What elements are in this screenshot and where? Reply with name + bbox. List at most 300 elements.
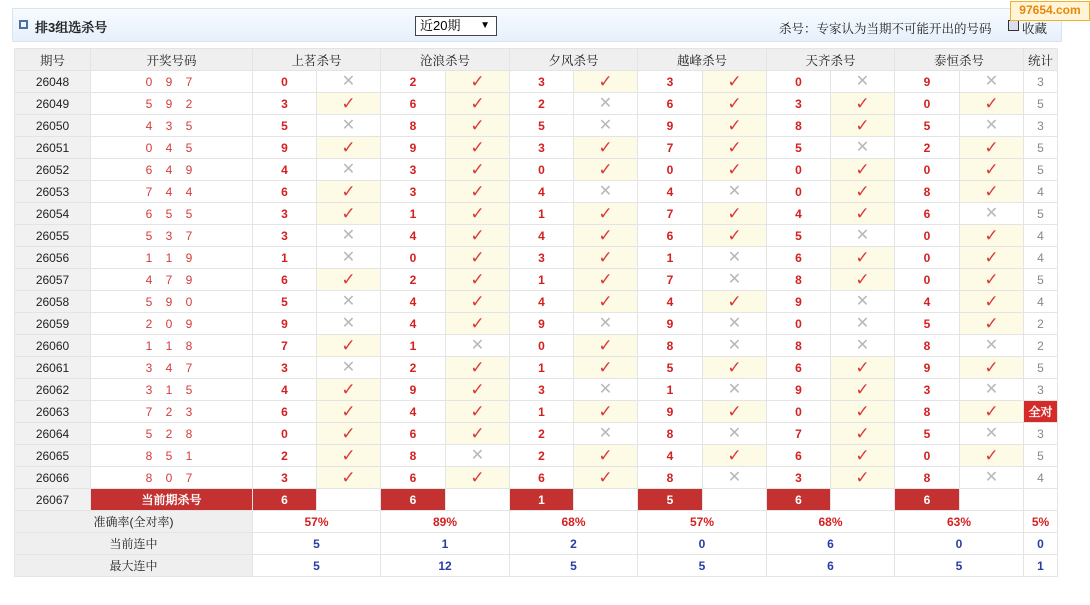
- hit-check-icon: ✓: [446, 247, 510, 269]
- issue-number: 26049: [15, 93, 91, 115]
- kill-number: 9: [767, 291, 831, 313]
- miss-cross-icon: ✕: [574, 423, 638, 445]
- miss-cross-icon: ✕: [831, 71, 895, 93]
- kill-number: 2: [510, 445, 574, 467]
- miss-cross-icon: ✕: [960, 423, 1024, 445]
- table-row: [15, 225, 1058, 247]
- kill-number: 9: [510, 313, 574, 335]
- hit-check-icon: ✓: [831, 467, 895, 489]
- kill-number: 4: [381, 225, 446, 247]
- hit-check-icon: ✓: [703, 93, 767, 115]
- hit-check-icon: ✓: [446, 291, 510, 313]
- hit-check-icon: ✓: [317, 93, 381, 115]
- table-row: [15, 203, 1058, 225]
- miss-cross-icon: ✕: [703, 423, 767, 445]
- draw-number: 8 5 1: [91, 445, 253, 467]
- issue-number: 26051: [15, 137, 91, 159]
- kill-number: 8: [767, 335, 831, 357]
- kill-number: 9: [767, 379, 831, 401]
- stat-count: 3: [1024, 423, 1058, 445]
- all-correct-badge: 全对: [1024, 401, 1058, 423]
- kill-number: 2: [381, 71, 446, 93]
- kill-number: 5: [767, 225, 831, 247]
- hit-check-icon: ✓: [960, 225, 1024, 247]
- issue-number: 26063: [15, 401, 91, 423]
- draw-number: 0 9 7: [91, 71, 253, 93]
- miss-cross-icon: ✕: [574, 313, 638, 335]
- hit-check-icon: ✓: [317, 445, 381, 467]
- kill-number: 9: [638, 313, 703, 335]
- kill-number: 4: [510, 291, 574, 313]
- kill-number: 5: [638, 357, 703, 379]
- hit-check-icon: ✓: [703, 291, 767, 313]
- max-streak-value: 5: [638, 555, 767, 577]
- current-streak-value: 6: [767, 533, 895, 555]
- issue-number: 26064: [15, 423, 91, 445]
- issue-column-header: 期号: [15, 49, 91, 71]
- hit-check-icon: ✓: [831, 423, 895, 445]
- max-streak-value: 12: [381, 555, 510, 577]
- kill-number: 6: [253, 401, 317, 423]
- miss-cross-icon: ✕: [703, 313, 767, 335]
- hit-check-icon: ✓: [831, 379, 895, 401]
- draw-number: 6 4 9: [91, 159, 253, 181]
- kill-number: 9: [638, 115, 703, 137]
- issue-number: 26050: [15, 115, 91, 137]
- kill-number: 8: [767, 115, 831, 137]
- hit-check-icon: ✓: [446, 269, 510, 291]
- stat-count: 4: [1024, 467, 1058, 489]
- kill-number: 0: [767, 313, 831, 335]
- kill-number-table: [14, 48, 1058, 577]
- kill-number: 9: [895, 357, 960, 379]
- hit-check-icon: ✓: [446, 467, 510, 489]
- table-row: [15, 401, 1058, 423]
- issue-number: 26056: [15, 247, 91, 269]
- miss-cross-icon: ✕: [960, 115, 1024, 137]
- kill-number: 5: [767, 137, 831, 159]
- page-header: [12, 8, 1062, 42]
- current-issue: 26067: [15, 489, 91, 511]
- hit-check-icon: ✓: [703, 137, 767, 159]
- table-header-row: [15, 49, 1058, 71]
- stat-count: 4: [1024, 291, 1058, 313]
- kill-number: 6: [895, 203, 960, 225]
- hit-check-icon: ✓: [446, 71, 510, 93]
- hit-check-icon: ✓: [574, 357, 638, 379]
- favorite-icon[interactable]: [1008, 20, 1019, 31]
- hit-check-icon: ✓: [574, 137, 638, 159]
- current-streak-value: 5: [253, 533, 381, 555]
- kill-number: 3: [767, 467, 831, 489]
- kill-number: 1: [510, 203, 574, 225]
- hit-check-icon: ✓: [831, 357, 895, 379]
- kill-number: 3: [767, 93, 831, 115]
- table-row: [15, 269, 1058, 291]
- hit-check-icon: ✓: [446, 115, 510, 137]
- table-row: [15, 71, 1058, 93]
- kill-number: 0: [895, 93, 960, 115]
- kill-number: 3: [381, 159, 446, 181]
- kill-number: 3: [638, 71, 703, 93]
- stat-count: 2: [1024, 313, 1058, 335]
- kill-number: 8: [381, 115, 446, 137]
- current-streak-value: 1: [381, 533, 510, 555]
- hit-check-icon: ✓: [831, 115, 895, 137]
- issue-number: 26052: [15, 159, 91, 181]
- issue-number: 26059: [15, 313, 91, 335]
- issue-number: 26060: [15, 335, 91, 357]
- kill-number: 2: [895, 137, 960, 159]
- miss-cross-icon: ✕: [317, 357, 381, 379]
- kill-number: 0: [895, 445, 960, 467]
- miss-cross-icon: ✕: [960, 335, 1024, 357]
- draw-column-header: 开奖号码: [91, 49, 253, 71]
- kill-number: 2: [510, 423, 574, 445]
- miss-cross-icon: ✕: [317, 115, 381, 137]
- hit-check-icon: ✓: [831, 93, 895, 115]
- miss-cross-icon: ✕: [960, 379, 1024, 401]
- kill-number: 2: [381, 269, 446, 291]
- kill-number: 0: [510, 159, 574, 181]
- kill-number: 3: [510, 379, 574, 401]
- kill-number: 1: [510, 401, 574, 423]
- hit-check-icon: ✓: [574, 159, 638, 181]
- hit-check-icon: ✓: [446, 137, 510, 159]
- kill-number: 6: [767, 445, 831, 467]
- kill-number: 4: [381, 313, 446, 335]
- hit-check-icon: ✓: [703, 401, 767, 423]
- period-select[interactable]: [415, 16, 497, 36]
- kill-number: 8: [895, 335, 960, 357]
- hit-check-icon: ✓: [574, 467, 638, 489]
- kill-number: 0: [638, 159, 703, 181]
- hit-check-icon: ✓: [831, 159, 895, 181]
- kill-number: 0: [767, 159, 831, 181]
- kill-number: 9: [381, 379, 446, 401]
- draw-number: 6 5 5: [91, 203, 253, 225]
- current-kill-number: 1: [510, 489, 574, 511]
- kill-number: 7: [638, 203, 703, 225]
- accuracy-all: 5%: [1024, 511, 1058, 533]
- issue-number: 26057: [15, 269, 91, 291]
- draw-number: 5 9 0: [91, 291, 253, 313]
- current-streak-value: 2: [510, 533, 638, 555]
- kill-number: 2: [253, 445, 317, 467]
- hit-check-icon: ✓: [446, 379, 510, 401]
- stat-count: 2: [1024, 335, 1058, 357]
- kill-number: 4: [767, 203, 831, 225]
- hit-check-icon: ✓: [960, 93, 1024, 115]
- hit-check-icon: ✓: [317, 423, 381, 445]
- kill-number: 6: [381, 467, 446, 489]
- kill-number: 9: [253, 137, 317, 159]
- expert-column-header: 泰恒杀号: [895, 49, 1024, 71]
- kill-number: 8: [638, 335, 703, 357]
- expert-column-header: 夕风杀号: [510, 49, 638, 71]
- hit-check-icon: ✓: [960, 247, 1024, 269]
- hit-check-icon: ✓: [446, 423, 510, 445]
- hit-check-icon: ✓: [960, 357, 1024, 379]
- kill-description: 杀号：专家认为当期不可能开出的号码: [779, 22, 992, 36]
- hit-check-icon: ✓: [703, 115, 767, 137]
- kill-number: 2: [510, 93, 574, 115]
- miss-cross-icon: ✕: [831, 291, 895, 313]
- miss-cross-icon: ✕: [317, 71, 381, 93]
- miss-cross-icon: ✕: [960, 203, 1024, 225]
- issue-number: 26048: [15, 71, 91, 93]
- kill-number: 7: [638, 269, 703, 291]
- kill-number: 6: [767, 247, 831, 269]
- miss-cross-icon: ✕: [703, 269, 767, 291]
- kill-number: 6: [381, 93, 446, 115]
- hit-check-icon: ✓: [831, 445, 895, 467]
- draw-number: 4 3 5: [91, 115, 253, 137]
- expert-column-header: 越峰杀号: [638, 49, 767, 71]
- hit-check-icon: ✓: [574, 401, 638, 423]
- kill-number: 3: [510, 137, 574, 159]
- issue-number: 26053: [15, 181, 91, 203]
- hit-check-icon: ✓: [574, 247, 638, 269]
- kill-number: 0: [253, 423, 317, 445]
- draw-number: 5 3 7: [91, 225, 253, 247]
- table-row: [15, 159, 1058, 181]
- kill-number: 6: [253, 181, 317, 203]
- kill-number: 8: [895, 467, 960, 489]
- draw-number: 1 1 8: [91, 335, 253, 357]
- kill-number: 5: [895, 115, 960, 137]
- page-title: 排3组选杀号: [35, 20, 108, 35]
- hit-check-icon: ✓: [574, 71, 638, 93]
- draw-number: 7 2 3: [91, 401, 253, 423]
- hit-check-icon: ✓: [446, 93, 510, 115]
- kill-number: 5: [253, 291, 317, 313]
- kill-number: 1: [253, 247, 317, 269]
- kill-number: 9: [638, 401, 703, 423]
- kill-number: 4: [895, 291, 960, 313]
- kill-number: 2: [381, 357, 446, 379]
- draw-number: 5 2 8: [91, 423, 253, 445]
- kill-number: 3: [381, 181, 446, 203]
- hit-check-icon: ✓: [831, 181, 895, 203]
- hit-check-icon: ✓: [574, 291, 638, 313]
- draw-number: 0 4 5: [91, 137, 253, 159]
- kill-number: 1: [510, 357, 574, 379]
- expert-column-header: 沧浪杀号: [381, 49, 510, 71]
- hit-check-icon: ✓: [446, 225, 510, 247]
- hit-check-icon: ✓: [831, 269, 895, 291]
- table-row: [15, 335, 1058, 357]
- issue-number: 26062: [15, 379, 91, 401]
- max-streak-value: 5: [895, 555, 1024, 577]
- kill-number: 0: [253, 71, 317, 93]
- draw-number: 3 1 5: [91, 379, 253, 401]
- hit-check-icon: ✓: [317, 467, 381, 489]
- accuracy-value: 89%: [381, 511, 510, 533]
- kill-number: 6: [767, 357, 831, 379]
- current-streak-all: 0: [1024, 533, 1058, 555]
- kill-number: 8: [895, 181, 960, 203]
- miss-cross-icon: ✕: [960, 467, 1024, 489]
- max-streak-value: 5: [510, 555, 638, 577]
- kill-number: 3: [895, 379, 960, 401]
- hit-check-icon: ✓: [574, 269, 638, 291]
- kill-number: 6: [510, 467, 574, 489]
- hit-check-icon: ✓: [574, 335, 638, 357]
- max-streak-value: 5: [253, 555, 381, 577]
- kill-number: 1: [638, 247, 703, 269]
- miss-cross-icon: ✕: [574, 115, 638, 137]
- current-kill-number: 6: [895, 489, 960, 511]
- favorite-link[interactable]: 收藏: [1022, 22, 1048, 36]
- miss-cross-icon: ✕: [574, 181, 638, 203]
- expert-column-header: 上茗杀号: [253, 49, 381, 71]
- current-streak-value: 0: [638, 533, 767, 555]
- current-streak-value: 0: [895, 533, 1024, 555]
- kill-number: 5: [510, 115, 574, 137]
- expert-column-header: 天齐杀号: [767, 49, 895, 71]
- stat-count: 5: [1024, 269, 1058, 291]
- hit-check-icon: ✓: [831, 247, 895, 269]
- miss-cross-icon: ✕: [831, 137, 895, 159]
- table-row: [15, 423, 1058, 445]
- current-streak-row: [15, 533, 1058, 555]
- kill-number: 3: [510, 247, 574, 269]
- table-row: [15, 291, 1058, 313]
- current-kill-number: 6: [381, 489, 446, 511]
- stat-count: 5: [1024, 357, 1058, 379]
- hit-check-icon: ✓: [574, 445, 638, 467]
- kill-number: 4: [638, 291, 703, 313]
- hit-check-icon: ✓: [317, 137, 381, 159]
- current-kill-number: 6: [767, 489, 831, 511]
- accuracy-row: [15, 511, 1058, 533]
- accuracy-value: 57%: [638, 511, 767, 533]
- miss-cross-icon: ✕: [703, 181, 767, 203]
- miss-cross-icon: ✕: [446, 445, 510, 467]
- kill-number: 5: [895, 423, 960, 445]
- max-streak-value: 6: [767, 555, 895, 577]
- hit-check-icon: ✓: [574, 203, 638, 225]
- draw-number: 1 1 9: [91, 247, 253, 269]
- miss-cross-icon: ✕: [574, 93, 638, 115]
- stat-count: 5: [1024, 445, 1058, 467]
- issue-number: 26058: [15, 291, 91, 313]
- hit-check-icon: ✓: [960, 181, 1024, 203]
- hit-check-icon: ✓: [960, 401, 1024, 423]
- hit-check-icon: ✓: [960, 445, 1024, 467]
- issue-number: 26066: [15, 467, 91, 489]
- hit-check-icon: ✓: [703, 445, 767, 467]
- hit-check-icon: ✓: [317, 335, 381, 357]
- stat-count: 5: [1024, 203, 1058, 225]
- draw-number: 4 7 9: [91, 269, 253, 291]
- kill-number: 5: [253, 115, 317, 137]
- stat-count: 5: [1024, 93, 1058, 115]
- stat-count: 5: [1024, 159, 1058, 181]
- table-row: [15, 357, 1058, 379]
- kill-number: 4: [253, 379, 317, 401]
- kill-number: 1: [510, 269, 574, 291]
- hit-check-icon: ✓: [703, 159, 767, 181]
- stat-count: 4: [1024, 247, 1058, 269]
- accuracy-label: 准确率(全对率): [15, 511, 253, 533]
- issue-number: 26054: [15, 203, 91, 225]
- hit-check-icon: ✓: [317, 401, 381, 423]
- kill-number: 7: [253, 335, 317, 357]
- stat-count: 4: [1024, 181, 1058, 203]
- hit-check-icon: ✓: [317, 181, 381, 203]
- kill-number: 9: [381, 137, 446, 159]
- stat-count: 4: [1024, 225, 1058, 247]
- miss-cross-icon: ✕: [317, 247, 381, 269]
- hit-check-icon: ✓: [446, 203, 510, 225]
- kill-number: 1: [638, 379, 703, 401]
- kill-number: 6: [638, 225, 703, 247]
- kill-number: 3: [253, 357, 317, 379]
- max-streak-label: 最大连中: [15, 555, 253, 577]
- accuracy-value: 57%: [253, 511, 381, 533]
- hit-check-icon: ✓: [703, 357, 767, 379]
- stat-count: 3: [1024, 71, 1058, 93]
- kill-number: 9: [895, 71, 960, 93]
- table-row: [15, 115, 1058, 137]
- hit-check-icon: ✓: [960, 313, 1024, 335]
- kill-number: 8: [638, 467, 703, 489]
- table-row: [15, 137, 1058, 159]
- kill-number: 3: [510, 71, 574, 93]
- issue-number: 26055: [15, 225, 91, 247]
- table-row: [15, 467, 1058, 489]
- kill-number: 3: [253, 467, 317, 489]
- section-square-icon: [19, 20, 28, 29]
- kill-number: 0: [895, 269, 960, 291]
- issue-number: 26061: [15, 357, 91, 379]
- hit-check-icon: ✓: [703, 71, 767, 93]
- hit-check-icon: ✓: [446, 401, 510, 423]
- max-streak-row: [15, 555, 1058, 577]
- stat-count: 5: [1024, 137, 1058, 159]
- kill-number: 4: [253, 159, 317, 181]
- miss-cross-icon: ✕: [574, 379, 638, 401]
- kill-number: 0: [767, 71, 831, 93]
- kill-number: 4: [638, 445, 703, 467]
- kill-number: 3: [253, 203, 317, 225]
- miss-cross-icon: ✕: [703, 467, 767, 489]
- current-kill-number: 6: [253, 489, 317, 511]
- miss-cross-icon: ✕: [703, 335, 767, 357]
- miss-cross-icon: ✕: [317, 225, 381, 247]
- kill-number: 1: [381, 203, 446, 225]
- kill-number: 4: [510, 181, 574, 203]
- accuracy-value: 68%: [510, 511, 638, 533]
- miss-cross-icon: ✕: [831, 225, 895, 247]
- miss-cross-icon: ✕: [317, 159, 381, 181]
- kill-number: 0: [767, 181, 831, 203]
- kill-number: 4: [638, 181, 703, 203]
- miss-cross-icon: ✕: [703, 379, 767, 401]
- current-period-row: [15, 489, 1058, 511]
- kill-number: 0: [895, 159, 960, 181]
- kill-number: 4: [510, 225, 574, 247]
- draw-number: 3 4 7: [91, 357, 253, 379]
- kill-number: 4: [381, 291, 446, 313]
- chevron-down-icon: ▼: [480, 20, 490, 31]
- kill-number: 0: [381, 247, 446, 269]
- hit-check-icon: ✓: [446, 159, 510, 181]
- draw-number: 7 4 4: [91, 181, 253, 203]
- stat-count: 3: [1024, 379, 1058, 401]
